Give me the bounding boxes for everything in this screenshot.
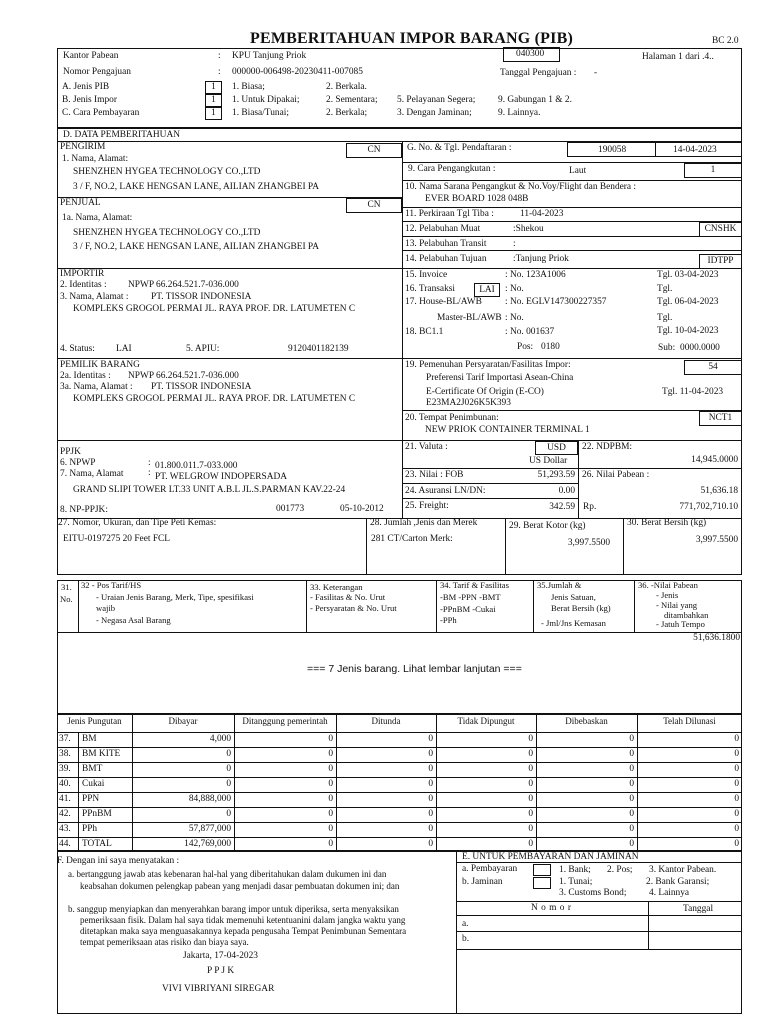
pengirim-address: 3 / F, NO.2, LAKE HENGSAN LANE, AILIAN ZHANGBEI PA — [73, 182, 320, 192]
h33-line3: - Persyaratan & No. Urut — [310, 603, 397, 613]
e-title: E. UNTUK PEMBAYARAN DAN JAMINAN — [462, 852, 639, 862]
cara-angkut-code: 1 — [684, 163, 742, 178]
tax-row-no: 38. — [59, 749, 71, 759]
h35-line3: Berat Bersih (kg) — [551, 603, 611, 613]
tax-cell: 0 — [328, 734, 333, 744]
tax-cell: 0 — [629, 824, 634, 834]
place-date: Jakarta, 17-04-2023 — [183, 951, 258, 961]
f-b-line3: ditetapkan maka saya menguasakannya kepada pengusaha Tempat Penimbunan Sementara — [80, 926, 407, 936]
tax-cell: 0 — [328, 794, 333, 804]
nilai-fob-label: 23. Nilai : FOB — [405, 470, 464, 480]
colon: : — [148, 458, 151, 468]
tax-row-no: 43. — [59, 824, 71, 834]
cara-bayar-opt3: 3. Dengan Jaminan; — [397, 108, 472, 118]
jenis-impor-label: B. Jenis Impor — [62, 95, 117, 105]
cara-angkut-label: 9. Cara Pengangkutan : — [408, 164, 496, 174]
tax-cell: 0 — [629, 764, 634, 774]
ppjk-name: PT. WELGROW INDOPERSADA — [155, 472, 288, 482]
pemilik-nama-label: 3a. Nama, Alamat : — [60, 382, 133, 392]
k27-value: EITU-0197275 20 Feet FCL — [63, 534, 171, 544]
tax-cell: 0 — [528, 734, 533, 744]
tax-row-no: 41. — [59, 794, 71, 804]
jenis-pib-box: 1 — [205, 81, 222, 94]
transaksi-date: Tgl. — [657, 284, 673, 294]
lanjutan-note: === 7 Jenis barang. Lihat lembar lanjutan === — [307, 663, 522, 675]
ppjk-nama-label: 7. Nama, Alamat — [60, 469, 124, 479]
tax-cell: 0 — [629, 734, 634, 744]
ppjk-label: PPJK — [60, 447, 81, 457]
tax-header-6: Telah Dilunasi — [663, 716, 716, 726]
tax-cell: 0 — [428, 779, 433, 789]
invoice-value: : No. 123A1006 — [505, 270, 566, 280]
bc11-label: 18. BC1.1 — [405, 327, 444, 337]
e-opt-pos: 2. Pos; — [607, 865, 633, 875]
status-label: 4. Status: — [60, 344, 95, 354]
h36-line5: - Jatuh Tempo — [656, 619, 705, 629]
tax-cell: 0 — [734, 734, 739, 744]
nilai-pabean-rp: 771,702,710.10 — [679, 502, 738, 512]
e-nomor-header: N o m o r — [531, 903, 572, 913]
cara-bayar-label: C. Cara Pembayaran — [62, 108, 140, 118]
e-opt-lainnya: 4. Lainnya — [649, 888, 690, 898]
tax-cell: 0 — [528, 764, 533, 774]
h36-line3: - Nilai yang — [656, 600, 698, 610]
jenis-impor-opt5: 5. Pelayanan Segera; — [397, 95, 476, 105]
ndpbm-value: 14,945.0000 — [691, 455, 738, 465]
tax-header-2: Ditanggung pemerintah — [242, 716, 328, 726]
e-jaminan-label: b. Jaminan — [462, 877, 503, 887]
tax-cell: 0 — [328, 779, 333, 789]
sarana-label: 10. Nama Sarana Pengangkut & No.Voy/Flight dan Bendera : — [405, 182, 637, 192]
tax-cell: 57,877,000 — [188, 824, 231, 834]
e-opt-kantor: 3. Kantor Pabean. — [649, 865, 717, 875]
tax-row-name: PPnBM — [82, 809, 112, 819]
tujuan-code: IDTPP — [699, 254, 742, 269]
f-a-line1: a. bertanggung jawab atas kebenaran hal-hal yang diberitahukan dalam dukumen ini dan — [68, 869, 387, 879]
f19-line2: E-Certificate Of Origin (E-CO) — [426, 387, 544, 397]
pengirim-country: CN — [346, 143, 402, 158]
transit-value: : — [513, 239, 516, 249]
tax-cell: 0 — [528, 779, 533, 789]
tax-cell: 0 — [528, 824, 533, 834]
timbun-code: NCT1 — [699, 411, 742, 426]
tax-cell: 0 — [226, 764, 231, 774]
tax-row-name: BM KITE — [82, 749, 121, 759]
h31-line1: 31. — [61, 582, 72, 592]
f-b-line4: tempat pemeriksaan atas risiko dan biaya saya. — [80, 937, 249, 947]
cara-angkut-value: Laut — [569, 166, 587, 176]
tax-header-4: Tidak Dipungut — [457, 716, 515, 726]
tax-row-no: 44. — [59, 839, 71, 849]
h32-line1: 32 - Pos Tarif/HS — [81, 580, 142, 590]
cara-bayar-opt2: 2. Berkala; — [326, 108, 368, 118]
tax-row-name: BM — [82, 734, 97, 744]
tax-cell: 0 — [629, 809, 634, 819]
tax-cell: 142,769,000 — [184, 839, 231, 849]
jenis-impor-opt9: 9. Gabungan 1 & 2. — [498, 95, 572, 105]
h33-line1: 33. Keterangan — [310, 582, 363, 592]
pengirim-name: SHENZHEN HYGEA TECHNOLOGY CO.,LTD — [73, 167, 261, 177]
tax-cell: 0 — [428, 764, 433, 774]
tax-cell: 0 — [629, 779, 634, 789]
k27-label: 27. Nomor, Ukuran, dan Tipe Peti Kemas: — [58, 518, 217, 528]
f19-date: Tgl. 11-04-2023 — [662, 387, 724, 397]
importir-npwp: NPWP 66.264.521.7-036.000 — [128, 280, 239, 290]
h32-line2: - Uraian Jenis Barang, Merk, Tipe, spesifikasi — [96, 592, 254, 602]
tax-header-3: Ditunda — [371, 716, 401, 726]
tax-cell: 0 — [428, 794, 433, 804]
tax-cell: 0 — [328, 764, 333, 774]
muat-label: 12. Pelabuhan Muat — [405, 224, 481, 234]
ndpbm-label: 22. NDPBM: — [582, 442, 633, 452]
e-opt-bank: 1. Bank; — [559, 865, 591, 875]
tax-header-0: Jenis Pungutan — [67, 716, 122, 726]
k30-value: 3,997.5500 — [695, 535, 738, 545]
h35-line4: - Jml/Jns Kemasan — [541, 618, 606, 628]
transit-label: 13. Pelabuhan Transit — [405, 239, 487, 249]
jenis-pib-opt2: 2. Berkala. — [326, 82, 367, 92]
g-label: G. No. & Tgl. Pendaftaran : — [407, 143, 512, 153]
signer-role: P P J K — [207, 966, 235, 976]
form-code: BC 2.0 — [712, 36, 739, 46]
house-bl-date: Tgl. 06-04-2023 — [657, 297, 719, 307]
h34-line4: -PPh — [440, 615, 457, 625]
nilai-fob-value: 51,293.59 — [537, 470, 575, 480]
tax-row-name: Cukai — [82, 779, 105, 789]
tax-cell: 0 — [226, 809, 231, 819]
np-ppjk-label: 8. NP-PPJK: — [60, 505, 108, 515]
pengirim-label: PENGIRIM — [60, 142, 106, 152]
importir-label: IMPORTIR — [60, 269, 105, 279]
tax-header-1: Dibayar — [168, 716, 198, 726]
valuta-name: US Dollar — [529, 456, 568, 466]
tax-cell: 0 — [226, 749, 231, 759]
tax-cell: 0 — [528, 794, 533, 804]
k28-value: 281 CT/Carton Merk: — [371, 534, 453, 544]
pemilik-label: PEMILIK BARANG — [60, 360, 140, 370]
h34-line3: -PPnBM -Cukai — [440, 604, 496, 614]
nilai-pabean-label: 26. Nilai Pabean : — [582, 470, 650, 480]
tax-cell: 0 — [328, 824, 333, 834]
h32-line3: wajib — [96, 603, 116, 613]
colon: : — [218, 67, 221, 77]
pemilik-id-label: 2a. Identitas : — [60, 371, 111, 381]
pos-value: 0180 — [541, 342, 560, 352]
tax-cell: 0 — [328, 839, 333, 849]
rp-label: Rp. — [583, 502, 597, 512]
tax-row-no: 40. — [59, 779, 71, 789]
h36-line2: - Jenis — [656, 590, 679, 600]
cara-bayar-opt9: 9. Lainnya. — [498, 108, 541, 118]
f-a-line2: keabsahan dokumen pelengkap pabean yang menjadi dasar pembuatan dokumen ini; dan — [80, 881, 400, 891]
penjual-label: PENJUAL — [60, 198, 101, 208]
k29-value: 3,997.5500 — [567, 538, 610, 548]
bc11-value: : No. 001637 — [505, 327, 555, 337]
penjual-address: 3 / F, NO.2, LAKE HENGSAN LANE, AILIAN ZHANGBEI PA — [73, 242, 320, 252]
g-number: 190058 — [598, 145, 627, 155]
nilai-pabean-usd: 51,636.18 — [700, 486, 738, 496]
status-value: LAI — [116, 344, 132, 354]
k29-label: 29. Berat Kotor (kg) — [509, 521, 586, 531]
nomor-label: Nomor Pengajuan — [63, 67, 131, 77]
tax-cell: 0 — [629, 794, 634, 804]
e-pembayaran-box[interactable] — [533, 864, 551, 876]
e-opt-tunai: 1. Tunai; — [559, 877, 593, 887]
penjual-nama-alamat-label: 1a. Nama, Alamat: — [62, 213, 133, 223]
h35-line1: 35.Jumlah & — [537, 580, 582, 590]
invoice-date: Tgl. 03-04-2023 — [657, 270, 719, 280]
f-b-line1: b. sanggup menyiapkan dan menyerahkan barang impor untuk diperiksa, serta menyaksikan — [68, 904, 399, 914]
sarana-value: EVER BOARD 1028 048B — [425, 194, 529, 204]
e-row-a: a. — [462, 919, 469, 929]
tax-cell: 0 — [428, 749, 433, 759]
cara-bayar-box: 1 — [205, 107, 222, 120]
jenis-impor-opt2: 2. Sementara; — [326, 95, 378, 105]
tax-cell: 0 — [328, 749, 333, 759]
h35-line2: Jenis Satuan, — [551, 592, 596, 602]
tax-row-no: 42. — [59, 809, 71, 819]
tax-cell: 0 — [226, 779, 231, 789]
tax-cell: 0 — [428, 839, 433, 849]
g-date: 14-04-2023 — [673, 145, 717, 155]
tax-cell: 0 — [734, 839, 739, 849]
e-opt-bank-garansi: 2. Bank Garansi; — [646, 877, 710, 887]
tgl-value: - — [594, 68, 598, 78]
tujuan-value: :Tanjung Priok — [513, 254, 569, 264]
freight-value: 342.59 — [549, 502, 575, 512]
f19-code: 54 — [684, 360, 742, 375]
master-bl-label: Master-BL/AWB — [437, 313, 502, 323]
house-bl-value: : No. EGLV147300227357 — [505, 297, 607, 307]
tax-cell: 0 — [528, 749, 533, 759]
muat-value: :Shekou — [513, 224, 544, 234]
tax-cell: 0 — [734, 809, 739, 819]
jenis-impor-opt1: 1. Untuk Dipakai; — [232, 95, 300, 105]
h32-line4: - Negasa Asal Barang — [96, 615, 171, 625]
tax-cell: 0 — [734, 779, 739, 789]
e-tanggal-header: Tanggal — [683, 904, 714, 914]
tax-cell: 0 — [734, 794, 739, 804]
e-opt-customs-bond: 3. Customs Bond; — [559, 888, 627, 898]
tax-row-name: BMT — [82, 764, 103, 774]
h33-line2: - Fasilitas & No. Urut — [310, 592, 386, 602]
master-bl-value: : No. — [505, 313, 524, 323]
h34-line1: 34. Tarif & Fasilitas — [440, 580, 509, 590]
page-title: PEMBERITAHUAN IMPOR BARANG (PIB) — [250, 30, 573, 47]
penjual-name: SHENZHEN HYGEA TECHNOLOGY CO.,LTD — [73, 228, 261, 238]
tax-row-name: PPN — [82, 794, 100, 804]
valuta-label: 21. Valuta : — [405, 442, 448, 452]
pengirim-nama-alamat-label: 1. Nama, Alamat: — [62, 154, 129, 164]
jenis-pib-label: A. Jenis PIB — [62, 82, 110, 92]
apiu-value: 9120401182139 — [288, 344, 349, 354]
tax-cell: 0 — [328, 809, 333, 819]
h36-line4: ditambahkan — [664, 610, 709, 620]
tax-cell: 0 — [428, 734, 433, 744]
tax-row-name: PPh — [82, 824, 98, 834]
asuransi-value: 0.00 — [558, 486, 575, 496]
freight-label: 25. Freight: — [405, 501, 449, 511]
apiu-label: 5. APIU: — [186, 344, 220, 354]
tiba-value: 11-04-2023 — [520, 209, 564, 219]
colon: : — [218, 51, 221, 61]
penjual-country: CN — [346, 198, 402, 213]
tax-cell: 0 — [734, 749, 739, 759]
tax-cell: 0 — [528, 839, 533, 849]
item-nilai-pabean: 51,636.1800 — [693, 633, 740, 643]
muat-code: CNSHK — [699, 222, 742, 237]
pemilik-name: PT. TISSOR INDONESIA — [151, 382, 252, 392]
valuta-code: USD — [535, 441, 578, 455]
sub-label: Sub: — [658, 343, 676, 353]
tgl-label: Tanggal Pengajuan : — [500, 68, 577, 78]
importir-address: KOMPLEKS GROGOL PERMAI JL. RAYA PROF. DR. LATUMETEN C — [73, 304, 356, 314]
importir-id-label: 2. Identitas : — [60, 280, 107, 290]
timbun-value: NEW PRIOK CONTAINER TERMINAL 1 — [425, 425, 590, 435]
tax-cell: 0 — [734, 764, 739, 774]
k28-label: 28. Jumlah ,Jenis dan Merek — [370, 518, 478, 528]
bc11-date: Tgl. 10-04-2023 — [657, 326, 719, 336]
np-ppjk-value: 001773 — [276, 504, 305, 514]
nomor-value: 000000-006498-20230411-007085 — [232, 67, 363, 77]
invoice-label: 15. Invoice — [405, 270, 448, 280]
f19-line3: E23MA2J026K5K393 — [426, 398, 511, 408]
e-pembayaran-label: a. Pembayaran — [462, 864, 518, 874]
f19-line1: Preferensi Tarif Importasi Asean-China — [426, 373, 574, 383]
ppjk-npwp: 01.800.011.7-033.000 — [155, 461, 238, 471]
np-ppjk-date: 05-10-2012 — [340, 504, 384, 514]
tax-cell: 0 — [428, 824, 433, 834]
master-bl-date: Tgl. — [657, 313, 673, 323]
tax-row-no: 39. — [59, 764, 71, 774]
tax-cell: 84,888,000 — [188, 794, 231, 804]
sub-value: 0000.0000 — [680, 343, 720, 353]
pos-label: Pos: — [517, 342, 534, 352]
timbun-label: 20. Tempat Penimbunan: — [405, 413, 499, 423]
ppjk-address: GRAND SLIPI TOWER LT.33 UNIT A.B.L JL.S.PARMAN KAV.22-24 — [73, 485, 346, 495]
e-row-b: b. — [462, 934, 470, 944]
importir-name: PT. TISSOR INDONESIA — [151, 292, 252, 302]
tax-cell: 0 — [629, 749, 634, 759]
h36-line1: 36. -Nilai Pabean — [638, 580, 698, 590]
k30-label: 30. Berat Bersih (kg) — [627, 518, 707, 528]
jenis-pib-opt1: 1. Biasa; — [232, 82, 265, 92]
tax-header-5: Dibebaskan — [565, 716, 608, 726]
section-d-title: D. DATA PEMBERITAHUAN — [63, 130, 180, 140]
colon: : — [148, 468, 151, 478]
house-bl-label: 17. House-BL/AWB — [405, 297, 482, 307]
tax-row-name: TOTAL — [82, 839, 112, 849]
h31-line2: No. — [60, 594, 73, 604]
tax-cell: 0 — [528, 809, 533, 819]
tax-cell: 0 — [428, 809, 433, 819]
tax-cell: 0 — [629, 839, 634, 849]
tax-row-no: 37. — [59, 734, 71, 744]
pemilik-npwp: NPWP 66.264.521.7-036.000 — [128, 371, 239, 381]
h34-line2: -BM -PPN -BMT — [440, 592, 501, 602]
kantor-value: KPU Tanjung Priok — [232, 51, 307, 61]
kantor-label: Kantor Pabean — [63, 51, 119, 61]
cara-bayar-opt1: 1. Biasa/Tunai; — [232, 108, 289, 118]
transaksi-value: : No. — [505, 284, 524, 294]
kantor-code: 040300 — [516, 49, 545, 59]
pemilik-address: KOMPLEKS GROGOL PERMAI JL. RAYA PROF. DR. LATUMETEN C — [73, 394, 356, 404]
tiba-label: 11. Perkiraan Tgl Tiba : — [405, 209, 494, 219]
asuransi-label: 24. Asuransi LN/DN: — [405, 486, 486, 496]
f-title: F. Dengan ini saya menyatakan : — [57, 856, 180, 866]
importir-nama-label: 3. Nama, Alamat : — [60, 292, 129, 302]
f19-label: 19. Pemenuhan Persyaratan/Fasilitas Impor: — [405, 360, 571, 370]
ppjk-npwp-label: 6. NPWP — [60, 458, 96, 468]
jenis-impor-box: 1 — [205, 94, 222, 107]
transaksi-label: 16. Transaksi — [405, 284, 456, 294]
transaksi-box: LAI — [474, 283, 500, 297]
tax-cell: 0 — [734, 824, 739, 834]
halaman: Halaman 1 dari .4.. — [642, 52, 714, 62]
signer-name: VIVI VIBRIYANI SIREGAR — [162, 984, 275, 994]
f-b-line2: pemeriksaan fisik. Dalam hal saya tidak memenuhi ketentuanini dalam jangka waktu yang — [80, 915, 406, 925]
tax-cell: 4,000 — [209, 734, 231, 744]
e-jaminan-box[interactable] — [533, 877, 551, 889]
tujuan-label: 14. Pelabuhan Tujuan — [405, 254, 487, 264]
